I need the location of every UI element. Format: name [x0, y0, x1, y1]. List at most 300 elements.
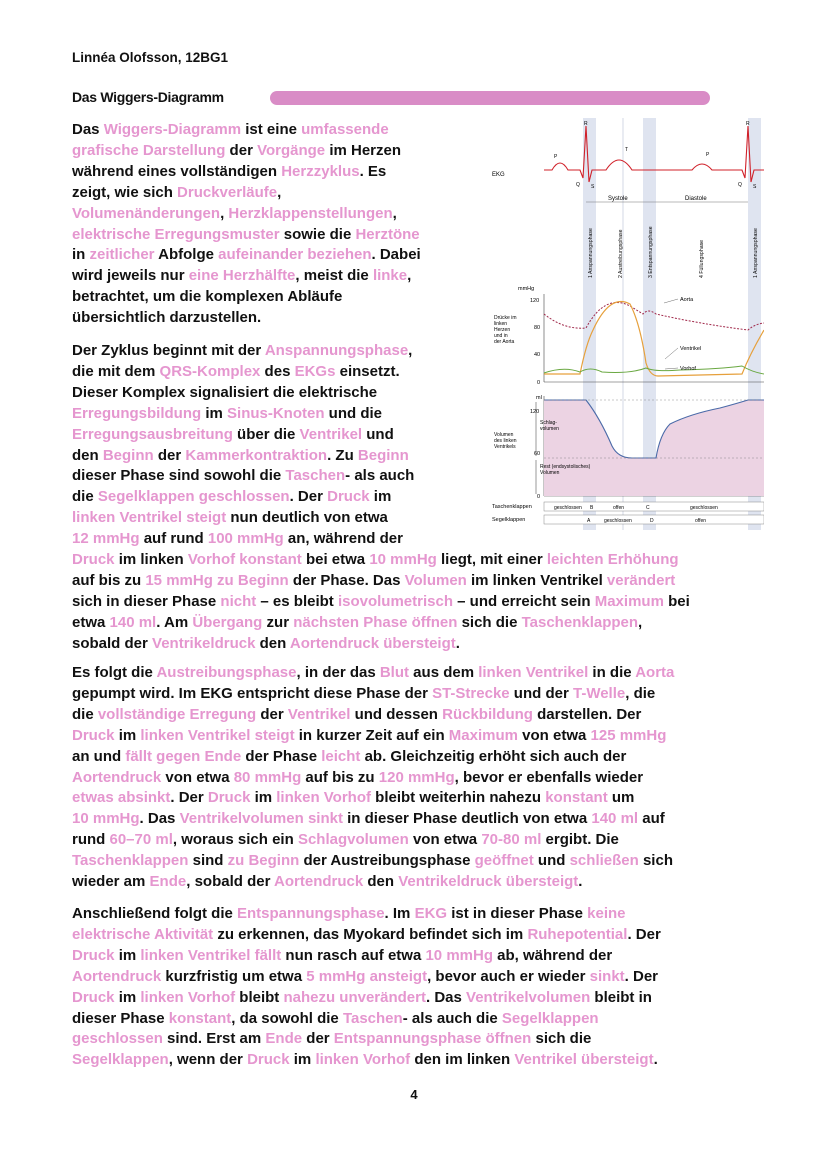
text-segment: den [363, 873, 399, 891]
highlighted-term: Aortendruck übersteigt [289, 634, 456, 652]
highlighted-term: Übergang [192, 613, 263, 631]
text-segment: übersichtlich darzustellen. [72, 309, 262, 327]
text-line [72, 967, 661, 988]
stroke-volume-label [540, 420, 559, 432]
text-segment: auf bis zu [301, 768, 379, 786]
pressure-unit: mmHg [518, 286, 535, 292]
taschenklappen-label: Taschenklappen [492, 504, 532, 510]
highlighted-term: nahezu unverändert [283, 988, 426, 1006]
pressure-label-line-2: linken [494, 321, 508, 327]
text-line [72, 571, 690, 592]
curve-label-aorta: Aorta [680, 297, 694, 303]
text-segment: aus dem [409, 664, 479, 681]
pressure-label [494, 315, 518, 345]
text-segment: Dieser Komplex signalisiert die elektrische [72, 383, 378, 401]
highlighted-term: Erregungsausbreitung [72, 425, 233, 443]
text-segment: , sobald der [186, 873, 275, 891]
text-segment: in kurzer Zeit auf ein [294, 726, 449, 744]
text-segment: sich [638, 852, 673, 870]
text-segment: , [220, 204, 229, 222]
section-heading-row [72, 89, 710, 107]
text-segment: Das [72, 121, 104, 138]
text-segment: rund [72, 831, 110, 849]
text-segment: . Das [139, 810, 180, 828]
text-segment: den [255, 634, 290, 652]
text-line [72, 204, 421, 225]
text-segment: und [533, 852, 570, 870]
text-segment: von etwa [408, 831, 482, 849]
highlighted-term: aufeinander beziehen [218, 246, 372, 264]
highlighted-term: Segelklappen [501, 1009, 599, 1027]
highlighted-term: schließen [569, 852, 639, 870]
text-line [72, 872, 674, 893]
text-segment: den [72, 446, 103, 464]
highlighted-term: linken Ventrikel fällt [140, 946, 282, 964]
text-segment: dieser Phase [72, 1009, 169, 1027]
heading-highlight-bar [270, 91, 710, 105]
author-line: Linnéa Olofsson, 12BG1 [72, 50, 229, 65]
highlighted-term: Blut [379, 664, 410, 681]
text-line [72, 245, 421, 266]
highlighted-term: 125 mmHg [590, 726, 667, 744]
text-segment: im [289, 1051, 316, 1069]
highlighted-term: eine Herzhälfte [188, 267, 296, 285]
text-segment: . Zu [327, 446, 358, 464]
highlighted-term: Aortendruck [72, 967, 162, 985]
text-segment: , meist die [295, 267, 373, 285]
highlighted-term: Erregungsbildung [72, 404, 202, 422]
text-segment: im [114, 726, 141, 744]
highlighted-term: Ventrikelvolumen [466, 988, 591, 1006]
highlighted-term: keine [587, 905, 626, 922]
page-number: 4 [410, 1087, 418, 1102]
text-segment: auf bis zu [72, 571, 146, 589]
highlighted-term: linken Ventrikel steigt [72, 509, 227, 527]
highlighted-term: 70-80 ml [481, 831, 542, 849]
highlighted-term: Ende [149, 873, 187, 891]
highlighted-term: konstant [545, 789, 608, 807]
text-segment: , [407, 267, 412, 285]
text-segment: und [362, 425, 394, 443]
text-segment: in [72, 246, 90, 264]
text-line [72, 705, 674, 726]
text-segment: im [369, 488, 392, 506]
segel-cell-geschlossen: geschlossen [604, 518, 632, 524]
highlighted-term: Druck [72, 551, 115, 569]
highlighted-term: Rückbildung [442, 705, 533, 723]
highlighted-term: zeitlicher [89, 246, 155, 264]
highlighted-term: 10 mmHg [72, 810, 140, 828]
highlighted-term: Herzklappenstellungen [228, 204, 393, 222]
pressure-label-line-3: Herzen [494, 327, 511, 333]
volume-tick-120: 120 [530, 409, 540, 415]
pressure-label-line-1: Drücke im [494, 315, 517, 321]
wave-s1: S [591, 184, 595, 190]
segelklappen-label: Segelklappen [492, 517, 526, 523]
segel-cell-d: D [650, 518, 654, 524]
highlighted-term: Austreibungsphase [156, 664, 297, 681]
residual-volume-line-2: Volumen [540, 470, 560, 476]
highlighted-term: Segelklappen geschlossen [97, 488, 290, 506]
highlighted-term: linken Vorhof [315, 1051, 411, 1069]
highlighted-term: elektrische Erregungsmuster [72, 225, 280, 243]
text-segment: sich in dieser Phase [72, 592, 221, 610]
text-segment: , bevor auch er wieder [427, 967, 590, 985]
highlighted-term: Aorta [635, 664, 675, 681]
highlighted-term: Taschen [285, 467, 346, 485]
text-segment: , [638, 613, 643, 631]
pressure-label-line-4: und in [494, 333, 508, 339]
text-line [72, 1009, 661, 1030]
highlighted-term: zu Beginn [227, 852, 300, 870]
text-segment: Es folgt die [72, 664, 157, 681]
highlighted-term: Taschenklappen [72, 852, 189, 870]
text-segment: ab. Gleichzeitig erhöht sich auch der [360, 747, 627, 765]
text-segment: kurzfristig um etwa [161, 967, 307, 985]
pressure-tick-0: 0 [537, 380, 541, 386]
text-segment: auf [638, 810, 665, 828]
text-segment: . Im [384, 905, 415, 922]
volume-tick-60: 60 [534, 451, 541, 457]
highlighted-term: Taschenklappen [521, 613, 639, 631]
highlighted-term: Ruhepotential [527, 925, 628, 943]
phase-label-1: 1 Anspannungsphase [588, 228, 594, 278]
section-heading: Das Wiggers-Diagramm [72, 89, 224, 105]
text-segment: in dieser Phase deutlich von etwa [342, 810, 592, 828]
text-segment: ist eine [241, 121, 302, 138]
text-segment: nun deutlich von etwa [226, 509, 388, 527]
wave-r2: R [746, 121, 750, 127]
text-segment: von etwa [517, 726, 591, 744]
stroke-volume-line-1: Schlag- [540, 420, 557, 426]
text-segment: der Phase [241, 747, 322, 765]
highlighted-term: 140 ml [109, 613, 157, 631]
text-segment: um [607, 789, 635, 807]
highlighted-term: 100 mmHg [207, 530, 284, 548]
highlighted-term: EKGs [294, 362, 336, 380]
highlighted-term: Druck [247, 1051, 290, 1069]
text-segment: die [72, 488, 98, 506]
text-segment: liegt, mit einer [436, 551, 547, 569]
text-segment: sich die [457, 613, 522, 631]
text-line [72, 183, 421, 204]
text-segment: auf rund [139, 530, 208, 548]
highlighted-term: linken Ventrikel [478, 664, 589, 681]
text-segment: . Es [359, 162, 387, 180]
text-segment: , in der das [296, 664, 380, 681]
text-segment: . Dabei [371, 246, 421, 264]
pressure-tick-40: 40 [534, 352, 541, 358]
highlighted-term: Ende [265, 1030, 303, 1048]
text-segment: im [114, 946, 141, 964]
text-segment: ist in dieser Phase [447, 905, 588, 922]
text-segment: im Herzen [325, 141, 402, 159]
text-line [72, 287, 421, 308]
text-segment: der [225, 141, 258, 159]
text-line [72, 788, 674, 809]
text-line [72, 988, 661, 1009]
text-segment: zur [262, 613, 294, 631]
highlighted-term: Ventrikeldruck übersteigt [398, 873, 579, 891]
text-line [72, 726, 674, 747]
text-segment: . Am [156, 613, 193, 631]
wave-t: T [625, 147, 629, 153]
text-segment: bleibt weiterhin nahezu [371, 789, 546, 807]
highlighted-term: nicht [220, 592, 257, 610]
highlighted-term: vollständige Erregung [97, 705, 257, 723]
highlighted-term: fällt gegen Ende [125, 747, 242, 765]
text-line [72, 663, 674, 684]
highlighted-term: 80 mmHg [233, 768, 302, 786]
text-line [72, 830, 674, 851]
highlighted-term: Herztöne [355, 225, 420, 243]
text-segment: über die [232, 425, 300, 443]
text-segment: , [408, 342, 413, 359]
highlighted-term: Sinus-Knoten [227, 404, 325, 422]
curve-label-vorhof: Vorhof [680, 366, 696, 372]
highlighted-term: Beginn [357, 446, 409, 464]
highlighted-term: Wiggers-Diagramm [103, 121, 242, 138]
wave-q1: Q [576, 182, 580, 188]
text-segment: darstellen. Der [532, 705, 642, 723]
highlighted-term: Aortendruck [72, 768, 162, 786]
text-segment: ab, während der [493, 946, 613, 964]
text-line [72, 162, 421, 183]
phase-label-4: 4 Füllungsphase [699, 239, 705, 278]
highlighted-term: Vorgänge [257, 141, 326, 159]
highlighted-term: QRS-Komplex [159, 362, 261, 380]
highlighted-term: linke [372, 267, 408, 285]
highlighted-term: geöffnet [474, 852, 534, 870]
text-segment: dieser Phase sind sowohl die [72, 467, 286, 485]
highlighted-term: Aortendruck [274, 873, 364, 891]
taschen-cell-geschlossen: geschlossen [554, 505, 582, 511]
highlighted-term: Entspannungsphase [237, 905, 385, 922]
volume-tick-0: 0 [537, 494, 541, 500]
highlighted-term: linken Vorhof [140, 988, 236, 1006]
text-segment: gepumpt wird. Im EKG entspricht diese Phase der [72, 684, 433, 702]
text-segment: . [653, 1051, 658, 1069]
text-segment: Der Zyklus beginnt mit der [72, 342, 265, 359]
text-line [72, 266, 421, 287]
highlighted-term: leichten Erhöhung [546, 551, 679, 569]
volume-label-line-1: Volumen [494, 432, 514, 438]
taschen-cell-c: C [646, 505, 650, 511]
highlighted-term: Segelklappen [72, 1051, 169, 1069]
highlighted-term: elektrische Aktivität [72, 925, 214, 943]
text-segment: betrachtet, um die komplexen Abläufe [72, 288, 343, 306]
highlighted-term: T-Welle [572, 684, 626, 702]
highlighted-term: grafische Darstellung [72, 141, 226, 159]
highlighted-term: etwas absinkt [72, 789, 171, 807]
curve-label-ventrikel: Ventrikel [680, 346, 702, 352]
highlighted-term: isovolumetrisch [337, 592, 453, 610]
text-segment: der Austreibungsphase [299, 852, 475, 870]
highlighted-term: Druck [72, 988, 115, 1006]
text-segment: - als auch [345, 467, 415, 485]
text-segment: . [455, 634, 460, 652]
segel-cell-offen: offen [695, 518, 707, 524]
wave-r1: R [584, 121, 588, 127]
text-segment: im linken [114, 551, 188, 569]
taschen-cell-geschlossen-2: geschlossen [690, 505, 718, 511]
highlighted-term: 60–70 ml [109, 831, 173, 849]
text-segment: wird jeweils nur [72, 267, 189, 285]
text-segment: der [256, 705, 288, 723]
text-line [72, 120, 421, 141]
volume-label [494, 432, 518, 450]
text-segment: – und erreicht sein [453, 592, 595, 610]
text-line [72, 946, 661, 967]
text-segment: . [578, 873, 583, 891]
highlighted-term: umfassende [301, 121, 389, 138]
text-line [72, 1029, 661, 1050]
highlighted-term: EKG [414, 905, 448, 922]
text-segment: in die [588, 664, 636, 681]
text-segment: nun rasch auf etwa [281, 946, 426, 964]
highlighted-term: Ventrikeldruck [152, 634, 256, 652]
text-segment: im [201, 404, 228, 422]
text-line [72, 904, 661, 925]
text-line [72, 684, 674, 705]
highlighted-term: verändert [606, 571, 676, 589]
highlighted-term: konstant [168, 1009, 232, 1027]
text-segment: . Der [289, 488, 328, 506]
highlighted-term: ST-Strecke [432, 684, 510, 702]
highlighted-term: Beginn [102, 446, 154, 464]
ekg-label: EKG [492, 172, 505, 178]
highlighted-term: Kammerkontraktion [185, 446, 328, 464]
text-segment: . Der [170, 789, 208, 807]
volume-label-line-3: Ventrikels [494, 444, 516, 450]
text-line [72, 809, 674, 830]
highlighted-term: Druckverläufe [177, 183, 278, 201]
highlighted-term: leicht [321, 747, 361, 765]
text-segment: während eines vollständigen [72, 162, 282, 180]
text-segment: der [153, 446, 186, 464]
text-segment: von etwa [161, 768, 234, 786]
text-segment: wieder am [72, 873, 150, 891]
text-segment: Abfolge [154, 246, 219, 264]
taschen-cell-b: B [590, 505, 594, 511]
highlighted-term: Herzzyklus [281, 162, 360, 180]
wave-p1: P [554, 154, 558, 160]
text-line [72, 1050, 661, 1071]
text-segment: , [277, 183, 282, 201]
text-segment: an, während der [283, 530, 403, 548]
stroke-volume-line-2: volumen [540, 426, 559, 432]
paragraph-entspannungsphase [72, 904, 661, 1071]
segel-cell-a: A [587, 518, 591, 524]
highlighted-term: Ventrikelvolumen sinkt [179, 810, 343, 828]
highlighted-term: Maximum [594, 592, 664, 610]
paragraph-intro [72, 120, 421, 329]
text-line [72, 613, 690, 634]
text-segment: ergibt. Die [541, 831, 619, 849]
highlighted-term: 10 mmHg [369, 551, 437, 569]
text-segment: sowie die [279, 225, 356, 243]
wiggers-diagram [480, 118, 764, 536]
highlighted-term: Druck [72, 726, 115, 744]
wave-s2: S [753, 184, 757, 190]
text-segment: der [302, 1030, 334, 1048]
taschen-cell-offen: offen [613, 505, 625, 511]
highlighted-term: linken Ventrikel steigt [140, 726, 295, 744]
highlighted-term: 120 mmHg [378, 768, 455, 786]
wave-q2: Q [738, 182, 742, 188]
text-segment: bleibt in [590, 988, 652, 1006]
highlighted-term: Schlagvolumen [297, 831, 409, 849]
text-line [72, 925, 661, 946]
pressure-tick-120: 120 [530, 298, 540, 304]
text-line [72, 550, 690, 571]
highlighted-term: 12 mmHg [72, 530, 140, 548]
highlighted-term: Entspannungsphase öffnen [333, 1030, 532, 1048]
text-line [72, 308, 421, 329]
text-segment: den im linken [410, 1051, 515, 1069]
highlighted-term: Druck [207, 789, 251, 807]
highlighted-term: Druck [72, 946, 115, 964]
text-segment: im [250, 789, 277, 807]
text-line [72, 225, 421, 246]
highlighted-term: 140 ml [591, 810, 639, 828]
text-line [72, 851, 674, 872]
text-segment: – es bleibt [256, 592, 338, 610]
text-line [72, 141, 421, 162]
text-segment: , wenn der [168, 1051, 248, 1069]
text-segment: - als auch die [402, 1009, 502, 1027]
text-segment: Anschließend folgt die [72, 905, 238, 922]
text-segment: bei etwa [301, 551, 370, 569]
text-line [72, 747, 674, 768]
highlighted-term: 15 mmHg zu Beginn [145, 571, 289, 589]
phase-label-3: 3 Entspannungsphase [648, 226, 654, 278]
highlighted-term: Maximum [448, 726, 518, 744]
text-segment: etwa [72, 613, 110, 631]
residual-volume-line-1: Rest (endsystolisches) [540, 464, 591, 470]
text-line [72, 634, 690, 655]
text-segment: sobald der [72, 634, 153, 652]
text-segment: bleibt [235, 988, 284, 1006]
wave-p2: P [706, 152, 710, 158]
text-segment: , woraus sich ein [172, 831, 298, 849]
curve-leader-ventrikel [665, 348, 678, 359]
highlighted-term: geschlossen [72, 1030, 163, 1048]
segelklappen-row [544, 515, 764, 524]
curve-leader-aorta [664, 299, 678, 303]
diastole-label: Diastole [685, 196, 707, 202]
text-segment: sind. Erst am [162, 1030, 266, 1048]
volume-unit: ml [536, 395, 542, 401]
text-segment: zeigt, wie sich [72, 183, 178, 201]
phase-label-2: 2 Austreibungsphase [618, 229, 624, 278]
highlighted-term: 5 mmHg ansteigt [306, 967, 428, 985]
highlighted-term: Vorhof konstant [187, 551, 302, 569]
highlighted-term: Volumenänderungen [72, 204, 221, 222]
text-segment: sind [188, 852, 228, 870]
highlighted-term: nächsten Phase öffnen [293, 613, 458, 631]
phase-label-5: 1 Anspannungsphase [753, 228, 759, 278]
highlighted-term: Volumen [404, 571, 467, 589]
text-segment: an und [72, 747, 126, 765]
highlighted-term: Ventrikel [299, 425, 363, 443]
text-segment: , bevor er ebenfalls wieder [454, 768, 644, 786]
text-segment: , [392, 204, 397, 222]
highlighted-term: 10 mmHg [425, 946, 493, 964]
text-segment: bei [663, 592, 690, 610]
highlighted-term: Taschen [342, 1009, 403, 1027]
text-segment: die [72, 705, 98, 723]
